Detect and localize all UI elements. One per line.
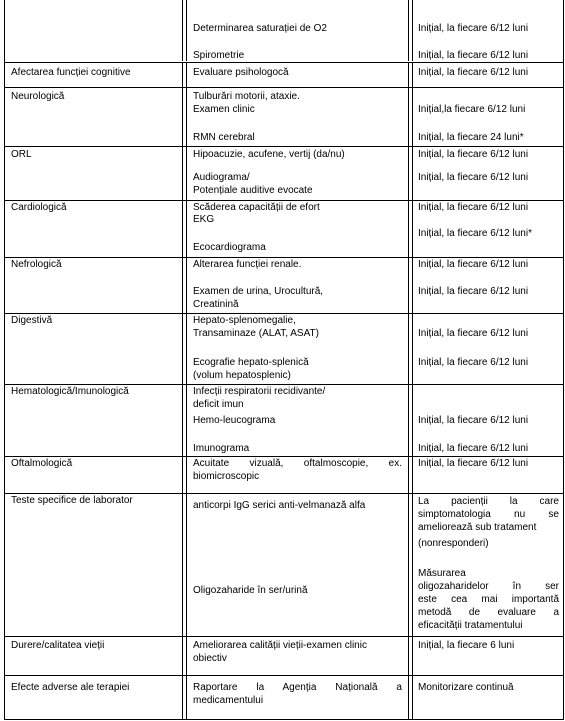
frequency-line: La pacienții la care — [418, 496, 559, 507]
category-label: Afectarea funcției cognitive — [11, 67, 131, 78]
test-line: anticorpi IgG serici anti-velmanază alfa — [193, 500, 366, 511]
test-line: Acuitate vizuală, oftalmoscopie, ex. — [193, 458, 402, 469]
test-cell — [187, 637, 409, 675]
category-label: Nefrologică — [11, 259, 62, 270]
category-label: Cardiologică — [11, 202, 67, 213]
test-line: Audiograma/ — [193, 172, 250, 183]
frequency-line: Inițial, la fiecare 6/12 luni* — [418, 228, 532, 239]
frequency-line: Inițial, la fiecare 6/12 luni — [418, 259, 529, 270]
test-line: Evaluare psihologocă — [193, 67, 289, 78]
frequency-cell — [413, 676, 563, 719]
frequency-line: (nonresponderi) — [418, 538, 489, 549]
table-row — [5, 62, 563, 87]
test-line: Scăderea capacității de efort — [193, 202, 320, 213]
frequency-line: Măsurarea — [418, 568, 466, 579]
table-row — [5, 200, 563, 257]
frequency-line: ameliorează sub tratament — [418, 522, 537, 533]
frequency-line: Inițial, la fiecare 6/12 luni — [418, 50, 529, 61]
frequency-line: simptomatologia nu se — [418, 509, 559, 520]
table-row — [5, 313, 563, 384]
category-label: Efecte adverse ale terapiei — [11, 682, 130, 693]
test-line: Examen clinic — [193, 104, 255, 115]
table-row — [5, 636, 563, 675]
table-row — [5, 0, 563, 61]
category-cell — [5, 385, 183, 456]
category-label: Oftalmologică — [11, 458, 73, 469]
frequency-cell — [413, 147, 563, 200]
frequency-line: Inițial, la fiecare 6/12 luni — [418, 328, 529, 339]
frequency-cell — [413, 314, 563, 384]
test-line: Infecții respiratorii recidivante/ — [193, 386, 326, 397]
table-row — [5, 675, 563, 719]
test-cell — [187, 147, 409, 200]
test-line: Determinarea saturației de O2 — [193, 23, 327, 34]
test-line: Hipoacuzie, acufene, vertij (da/nu) — [193, 149, 345, 160]
test-line: Spirometrie — [193, 50, 245, 61]
test-cell — [187, 314, 409, 384]
test-line: deficit imun — [193, 399, 244, 410]
test-cell — [187, 0, 409, 61]
test-cell — [187, 457, 409, 493]
frequency-line: Inițial, la fiecare 6/12 luni — [418, 67, 529, 78]
test-cell — [187, 201, 409, 257]
test-line: EKG — [193, 214, 215, 225]
test-cell — [187, 88, 409, 146]
test-line: Alterarea funcției renale. — [193, 259, 302, 270]
frequency-cell — [413, 385, 563, 456]
frequency-cell — [413, 457, 563, 493]
test-line: Hepato-splenomegalie, — [193, 315, 296, 326]
test-line: Hemo-leucograma — [193, 415, 276, 426]
test-cell — [187, 676, 409, 719]
category-label: Hematologică/Imunologică — [11, 386, 129, 397]
frequency-line: Monitorizare continuă — [418, 682, 514, 693]
test-line: Potențiale auditive evocate — [193, 185, 313, 196]
category-label: Neurologică — [11, 91, 65, 102]
frequency-line: metodă de evaluare a — [418, 607, 559, 618]
category-cell — [5, 201, 183, 257]
frequency-line: oligozaharidelor în ser — [418, 581, 559, 592]
frequency-line: Inițial, la fiecare 6/12 luni — [418, 286, 529, 297]
frequency-line: Inițial, la fiecare 6/12 luni — [418, 202, 529, 213]
table-row — [5, 257, 563, 313]
test-line: Ecografie hepato-splenică — [193, 357, 309, 368]
test-line: Examen de urina, Urocultură, — [193, 286, 324, 297]
category-label: Digestivă — [11, 315, 53, 326]
test-line: Transaminaze (ALAT, ASAT) — [193, 328, 319, 339]
test-line: Oligozaharide în ser/urină — [193, 585, 308, 596]
test-cell — [187, 258, 409, 313]
test-line: RMN cerebral — [193, 132, 255, 143]
category-cell — [5, 147, 183, 200]
table-row — [5, 87, 563, 146]
test-line: biomicroscopic — [193, 471, 260, 482]
frequency-line: Inițial, la fiecare 6/12 luni — [418, 149, 529, 160]
frequency-line: Inițial, la fiecare 6/12 luni — [418, 23, 529, 34]
test-line: Ameliorarea calității vieții-examen clinic — [193, 640, 367, 651]
frequency-line: este cea mai importantă — [418, 594, 559, 605]
category-cell — [5, 314, 183, 384]
table-row — [5, 146, 563, 200]
frequency-line: Inițial, la fiecare 6/12 luni — [418, 415, 529, 426]
category-cell — [5, 637, 183, 675]
category-label: Durere/calitatea vieții — [11, 640, 105, 651]
frequency-cell — [413, 494, 563, 636]
category-label: ORL — [11, 149, 32, 160]
test-line: Raportare la Agenția Națională a — [193, 682, 402, 693]
frequency-cell — [413, 201, 563, 257]
category-cell — [5, 676, 183, 719]
table-row — [5, 493, 563, 636]
category-cell — [5, 494, 183, 636]
frequency-cell — [413, 88, 563, 146]
category-cell — [5, 457, 183, 493]
frequency-line: Inițial, la fiecare 24 luni* — [418, 132, 524, 143]
test-line: Creatinină — [193, 299, 239, 310]
category-cell — [5, 0, 183, 61]
frequency-line: Inițial, la fiecare 6 luni — [418, 640, 515, 651]
category-cell — [5, 88, 183, 146]
frequency-cell — [413, 258, 563, 313]
test-line: obiectiv — [193, 653, 227, 664]
monitoring-table — [4, 0, 564, 720]
frequency-line: Inițial, la fiecare 6/12 luni — [418, 443, 529, 454]
frequency-cell — [413, 637, 563, 675]
frequency-line: Inițial, la fiecare 6/12 luni — [418, 357, 529, 368]
test-cell — [187, 385, 409, 456]
test-line: (volum hepatosplenic) — [193, 370, 291, 381]
category-label: Teste specifice de laborator — [11, 495, 133, 506]
frequency-cell — [413, 63, 563, 87]
table-row — [5, 456, 563, 493]
category-cell — [5, 258, 183, 313]
test-cell — [187, 494, 409, 636]
frequency-line: Inițial,la fiecare 6/12 luni — [418, 104, 526, 115]
table-row — [5, 384, 563, 456]
test-cell — [187, 63, 409, 87]
frequency-cell — [413, 0, 563, 61]
frequency-line: Inițial, la fiecare 6/12 luni — [418, 458, 529, 469]
frequency-line: Inițial, la fiecare 6/12 luni — [418, 172, 529, 183]
frequency-line: eficacității tratamentului — [418, 620, 523, 631]
test-line: medicamentului — [193, 695, 264, 706]
category-cell — [5, 63, 183, 87]
test-line: Tulburări motorii, ataxie. — [193, 91, 300, 102]
test-line: Ecocardiograma — [193, 242, 266, 253]
test-line: Imunograma — [193, 443, 250, 454]
